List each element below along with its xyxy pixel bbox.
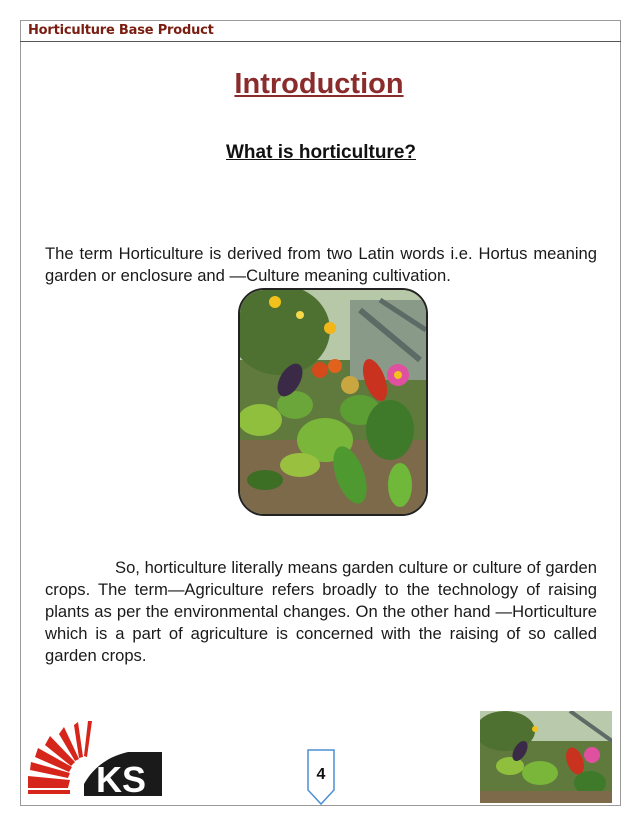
page-number: 4	[316, 766, 326, 783]
header-text: Horticulture Base Product	[28, 23, 214, 38]
running-header	[20, 20, 621, 42]
section-heading: What is horticulture?	[226, 142, 416, 163]
vegetable-harvest-thumbnail	[480, 711, 612, 803]
vegetable-harvest-photo	[238, 288, 428, 516]
intro-paragraph: The term Horticulture is derived from two Latin words i.e. Hortus meaning garden or enclosure and ―Culture meaning cultivation.	[45, 243, 597, 285]
page-title: Introduction	[234, 68, 404, 100]
definition-paragraph: So, horticulture literally means garden culture or culture of garden crops. The term―Agriculture refers broadly to the technology of raising plants as per the environmental changes. On the other hand ―Horticulture which is a part of agriculture is concerned with the raising of so called garden crops.	[45, 557, 597, 665]
ks-logo	[28, 718, 166, 798]
logo-text: KS	[96, 759, 147, 798]
